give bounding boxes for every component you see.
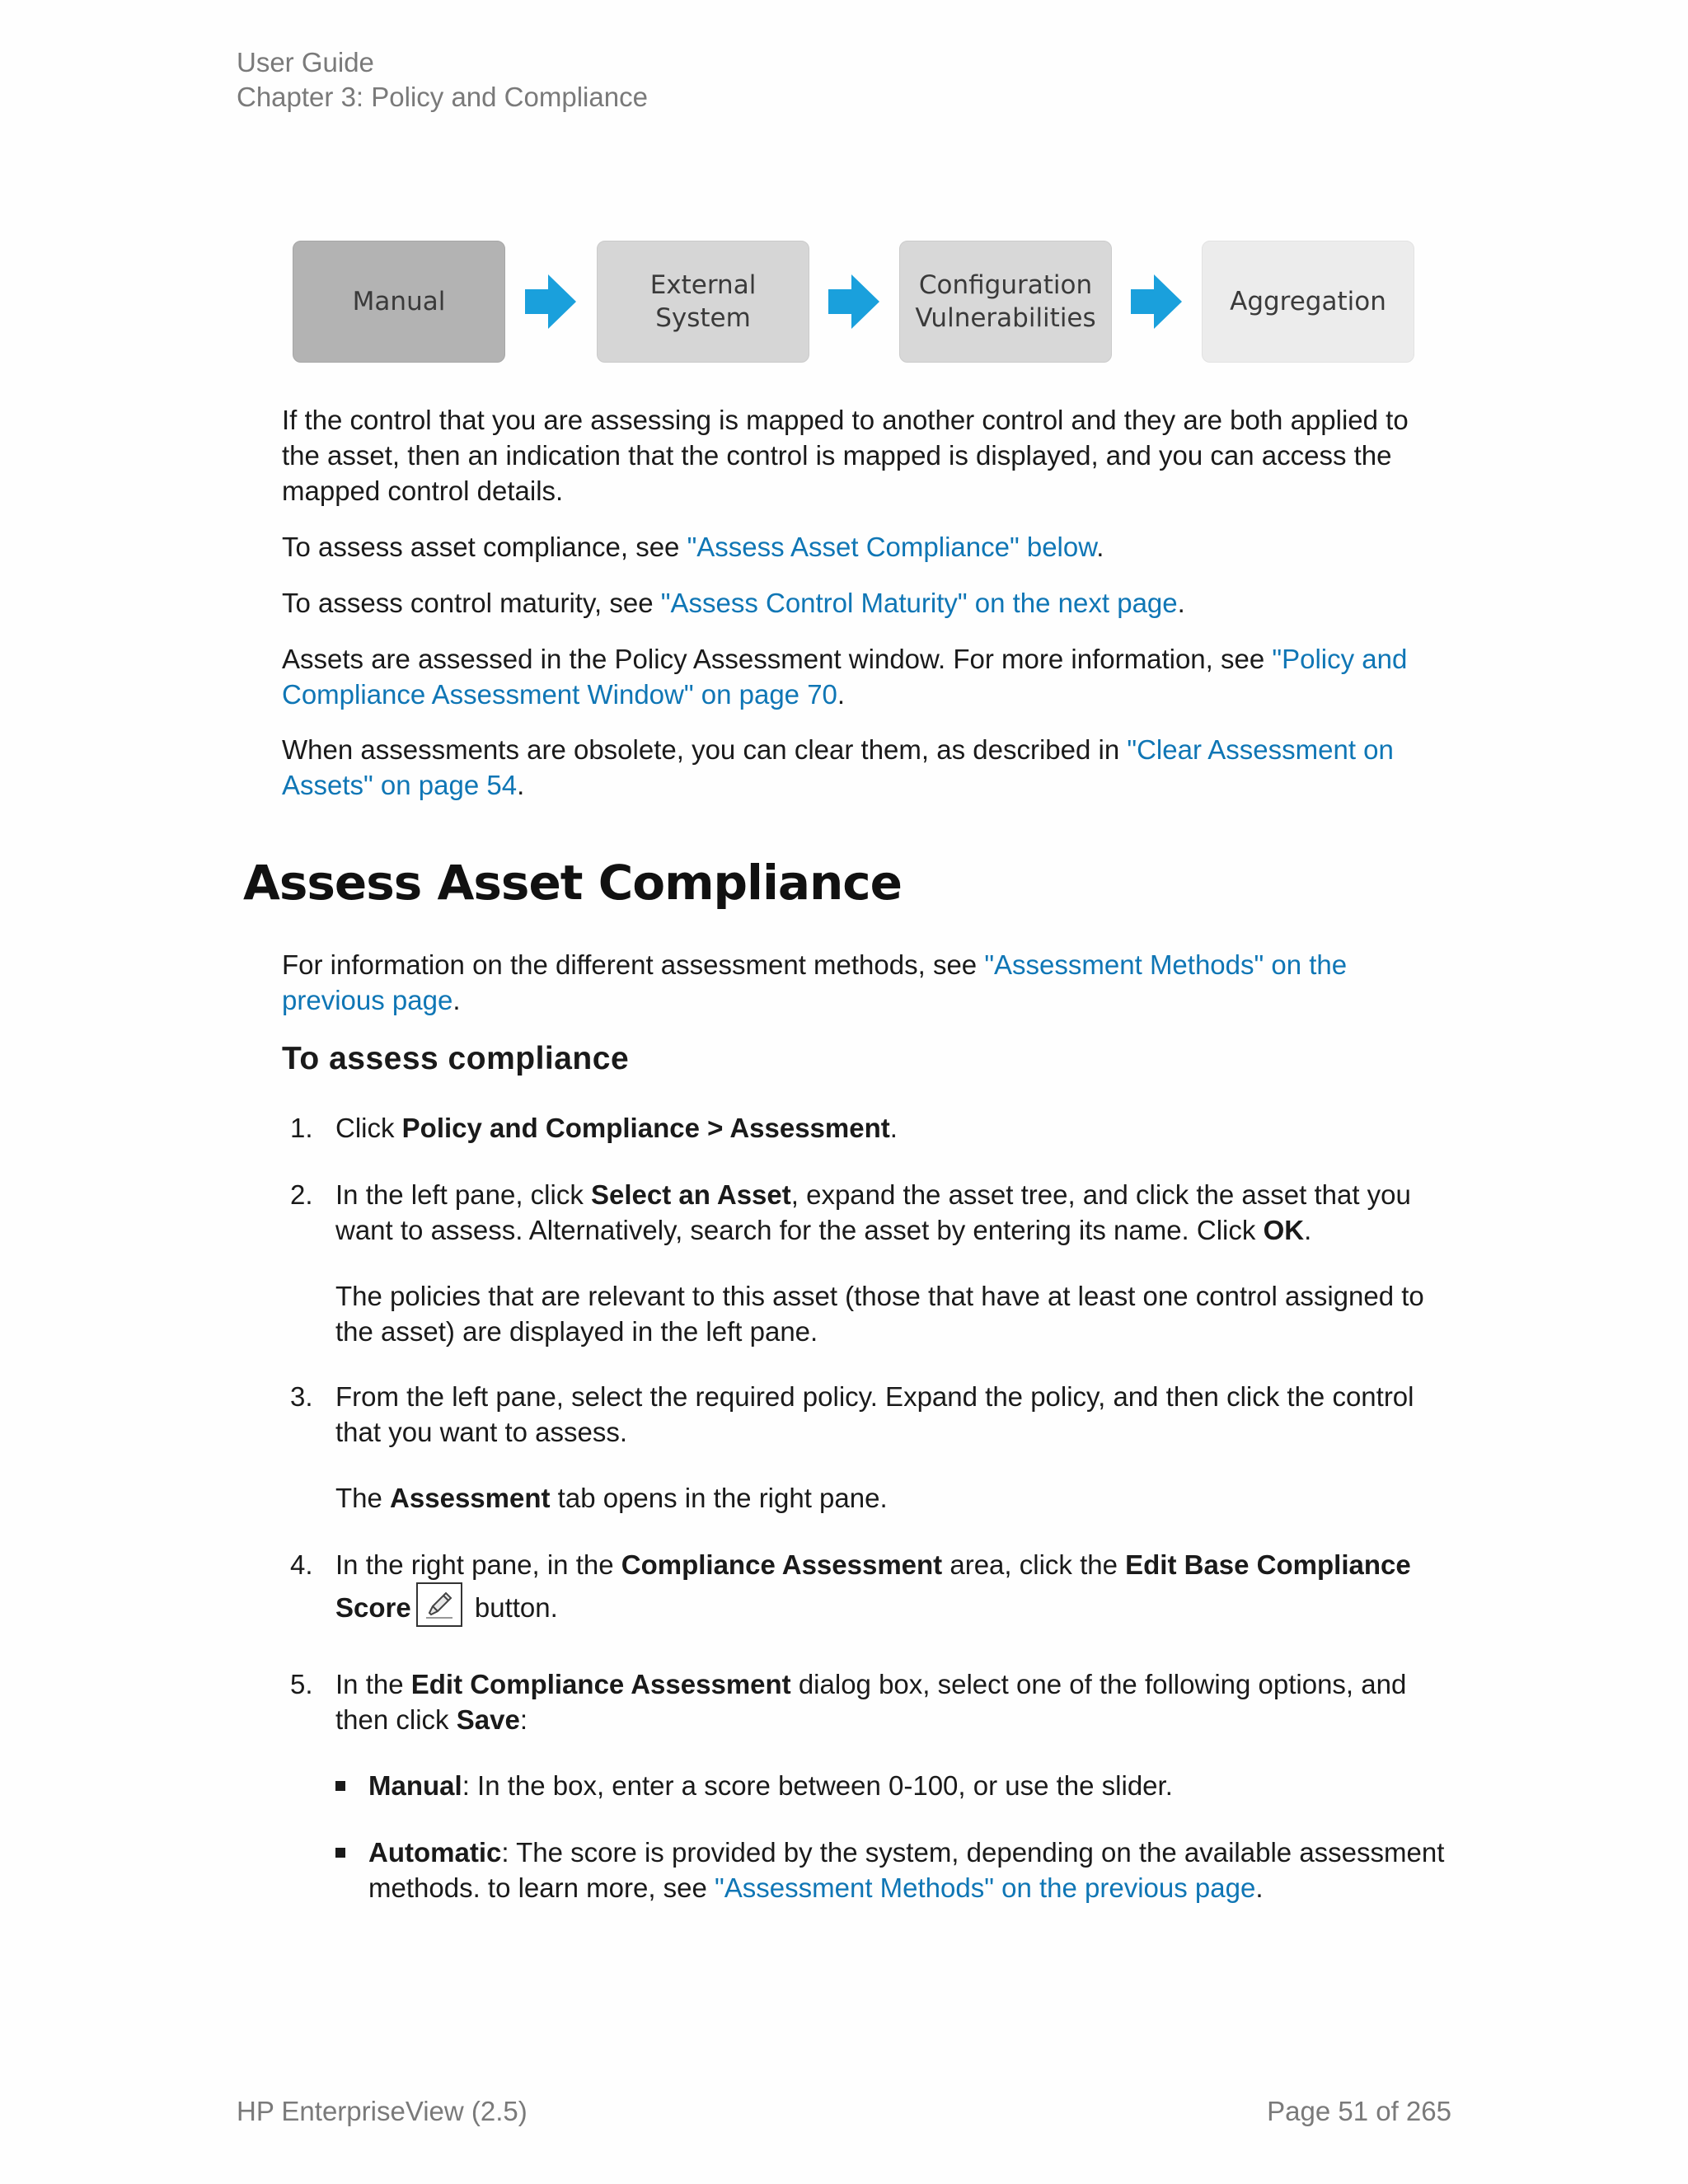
assessment-flow-diagram [293,241,1414,364]
section-title: Assess Asset Compliance [243,855,902,911]
assessment-window-link[interactable]: "Policy and Compliance Assessment Window" on page 70 [282,644,1408,710]
footer-product: HP EnterpriseView (2.5) [237,2096,528,2126]
running-header-chapter: Chapter 3: Policy and Compliance [237,82,648,112]
running-header-title: User Guide [237,47,374,77]
option-manual: Manual: In the box, enter a score between 0-100, or use the slider. [368,1770,1173,1801]
step-number: 2. [290,1179,313,1210]
assess-asset-compliance-link[interactable]: "Assess Asset Compliance" below [687,532,1097,562]
footer-page-number: Page 51 of 265 [1267,2096,1451,2126]
flow-step-manual: Manual [293,241,505,363]
step-3-text: From the left pane, select the required policy. Expand the policy, and then click the control that you want to assess. [335,1381,1414,1447]
pencil-edit-icon [423,1588,456,1621]
step-3-note: The Assessment tab opens in the right pane. [335,1483,888,1513]
procedure-heading: To assess compliance [282,1041,630,1076]
flow-step-external-system: External System [597,241,809,363]
assessment-window-paragraph: Assets are assessed in the Policy Assessment window. For more information, see "Policy and Compliance Assessment Window" on page 70. [282,644,1408,710]
step-5-text: In the Edit Compliance Assessment dialog box, select one of the following options, and then click Save: [335,1669,1407,1735]
flow-arrow-right-icon [828,274,879,329]
step-number: 5. [290,1669,313,1699]
step-1-text: Click Policy and Compliance > Assessment. [335,1113,898,1143]
step-2-text: In the left pane, click Select an Asset, expand the asset tree, and click the asset that you want to assess. Alternatively, search for the asset by entering its name. Click OK. [335,1179,1411,1245]
clear-assessment-link[interactable]: "Clear Assessment on Assets" on page 54 [282,734,1394,800]
step-number: 4. [290,1549,313,1580]
mapped-control-paragraph: If the control that you are assessing is mapped to another control and they are both applied to the asset, then an indication that the control is mapped is displayed, and you can access the mapped control details. [282,405,1409,506]
assess-control-maturity-link[interactable]: "Assess Control Maturity" on the next page [660,588,1178,618]
step-2-note: The policies that are relevant to this asset (those that have at least one control assigned to the asset) are displayed in the left pane. [335,1281,1424,1347]
assessment-methods-paragraph: For information on the different assessment methods, see "Assessment Methods" on the previous page. [282,949,1348,1015]
clear-assessment-paragraph: When assessments are obsolete, you can clear them, as described in "Clear Assessment on Assets" on page 54. [282,734,1394,800]
bullet-marker [335,1848,345,1858]
assessment-methods-link[interactable]: "Assessment Methods" on the previous page [715,1872,1256,1903]
assess-asset-ref-paragraph: To assess asset compliance, see "Assess Asset Compliance" below. [282,532,1104,562]
step-number: 1. [290,1113,313,1143]
step-number: 3. [290,1381,313,1412]
flow-step-configuration-vulnerabilities: Configuration Vulnerabilities [899,241,1112,363]
step-4-text-cont: Score button. [335,1582,1456,1630]
flow-step-aggregation: Aggregation [1202,241,1414,363]
option-automatic: Automatic: The score is provided by the system, depending on the available assessment methods. to learn more, see "Assessment Methods" on the previous page. [368,1837,1445,1903]
flow-arrow-right-icon [525,274,576,329]
flow-arrow-right-icon [1131,274,1182,329]
assessment-methods-link[interactable]: "Assessment Methods" on the previous page [282,949,1348,1015]
bullet-marker [335,1781,345,1791]
step-4-text: In the right pane, in the Compliance Assessment area, click the Edit Base Compliance [335,1549,1411,1580]
assess-maturity-ref-paragraph: To assess control maturity, see "Assess Control Maturity" on the next page. [282,588,1185,618]
edit-base-compliance-score-button[interactable] [416,1582,462,1627]
